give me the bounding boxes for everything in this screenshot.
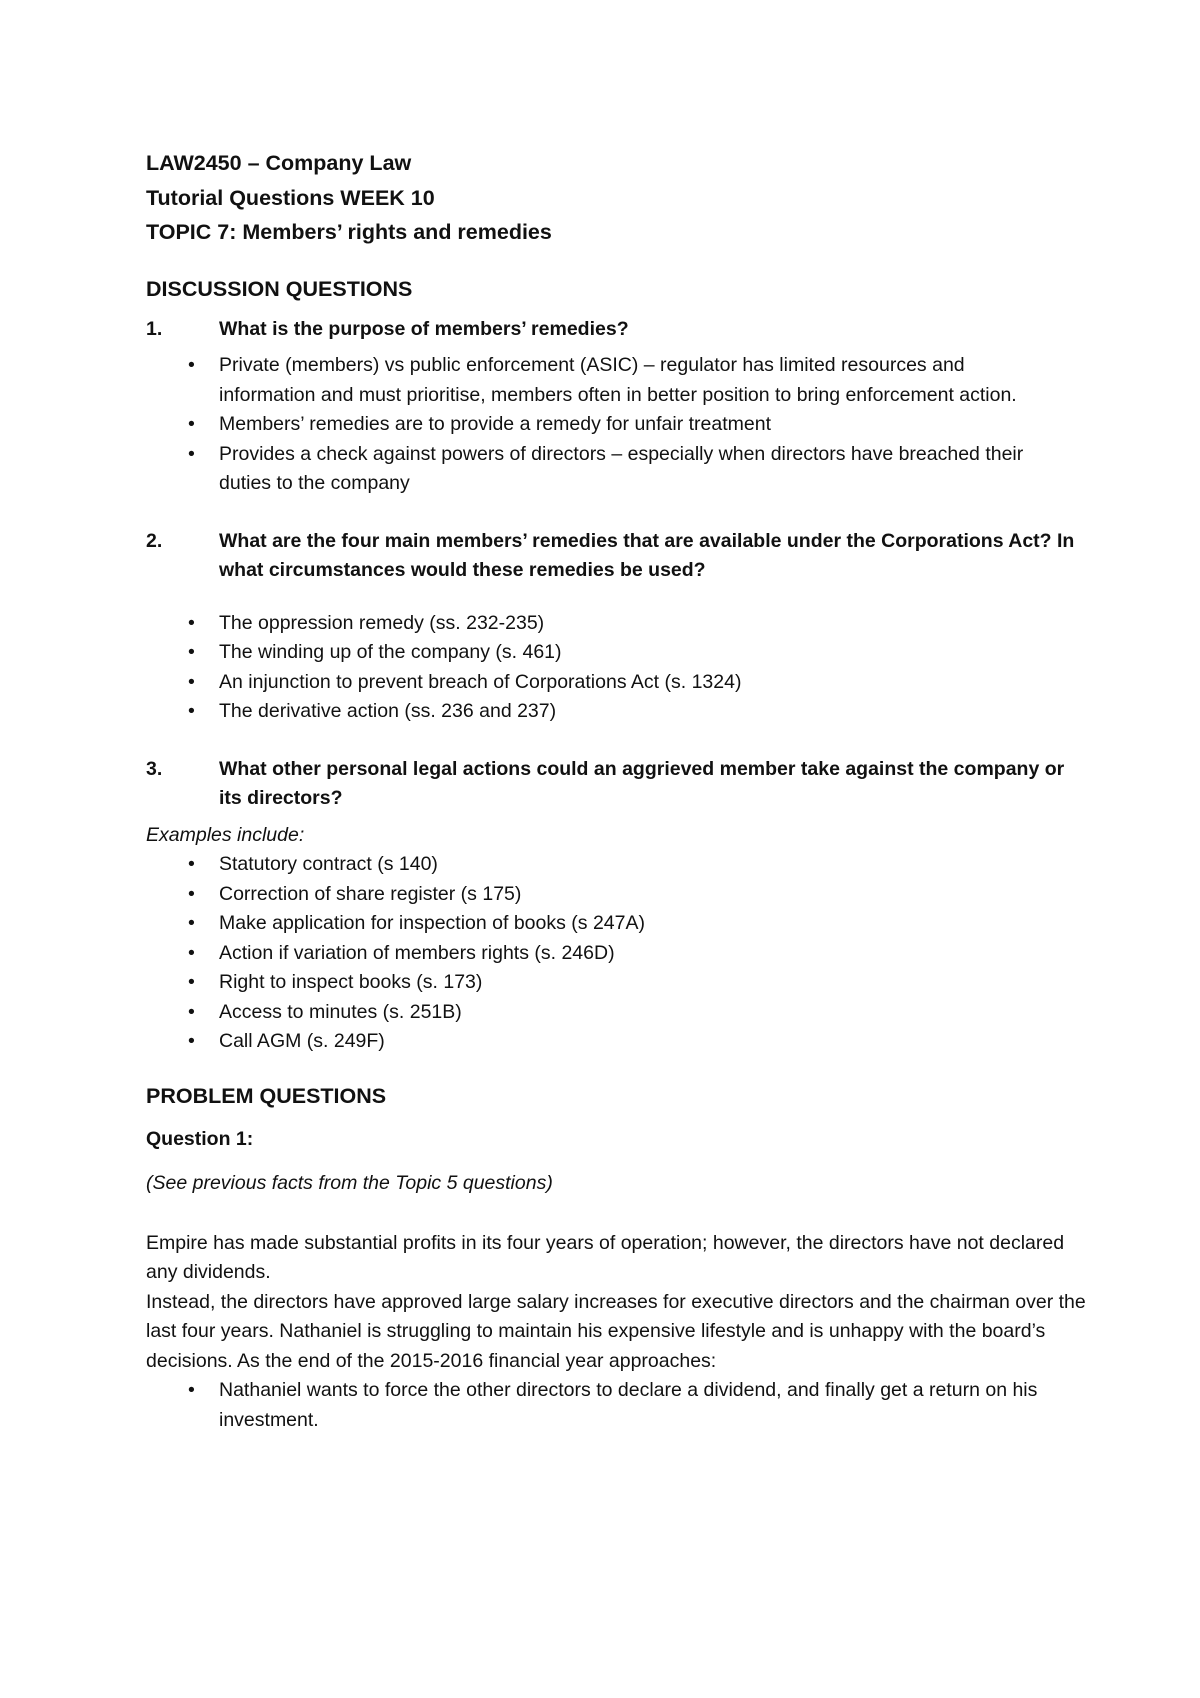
bullet-glyph: • xyxy=(188,641,195,663)
document-page xyxy=(146,146,1086,1435)
problem-question-1-note: (See previous facts from the Topic 5 questions) xyxy=(146,1172,553,1194)
list-item: • Call AGM (s. 249F) xyxy=(146,1027,1086,1057)
list-item: • Action if variation of members rights (s. 246D) xyxy=(146,939,1086,969)
bullet-glyph: • xyxy=(188,853,195,875)
list-item: • Access to minutes (s. 251B) xyxy=(146,998,1086,1028)
examples-intro: Examples include: xyxy=(146,823,305,846)
question-text: What is the purpose of members’ remedies? xyxy=(219,317,629,340)
bullet-glyph: • xyxy=(188,941,195,964)
question-number: 3. xyxy=(146,757,163,780)
list-item: • Nathaniel wants to force the other directors to declare a dividend, and finally get a return on his investment. xyxy=(146,1376,1086,1435)
list-item: • Provides a check against powers of directors – especially when directors have breached their duties to the company xyxy=(146,440,1086,499)
list-item: • Right to inspect books (s. 173) xyxy=(146,968,1086,998)
bullet-glyph: • xyxy=(188,912,195,934)
list-item: • The oppression remedy (ss. 232-235) xyxy=(146,609,1086,639)
bullet-glyph: • xyxy=(188,611,195,634)
bullet-glyph: • xyxy=(188,700,195,722)
list-item: • An injunction to prevent breach of Corporations Act (s. 1324) xyxy=(146,668,1086,698)
list-item: • The winding up of the company (s. 461) xyxy=(146,638,1086,668)
list-item: • Correction of share register (s 175) xyxy=(146,880,1086,910)
question-2-answers xyxy=(146,609,1086,727)
bullet-glyph: • xyxy=(188,882,195,905)
discussion-question-3 xyxy=(146,755,1086,814)
discussion-section-title: DISCUSSION QUESTIONS xyxy=(146,276,413,301)
list-item: • The derivative action (ss. 236 and 237) xyxy=(146,697,1086,727)
question-text: What other personal legal actions could an aggrieved member take against the company or its directors? xyxy=(219,757,1065,809)
discussion-question-2 xyxy=(146,527,1086,586)
bullet-glyph: • xyxy=(188,1000,195,1023)
question-number: 2. xyxy=(146,529,163,552)
question-1-answers xyxy=(146,351,1086,499)
problem-question-1-label: Question 1: xyxy=(146,1127,254,1150)
topic-title: TOPIC 7: Members’ rights and remedies xyxy=(146,220,552,244)
question-3-answers xyxy=(146,850,1086,1057)
discussion-question-1 xyxy=(146,315,1086,345)
problem-paragraph-2: Instead, the directors have approved large salary increases for executive directors and the chairman over the last four years. Nathaniel is struggling to maintain his expensive lifestyle and is unhappy with the board’s decisions. As the end of the 2015-2016 financial year approaches: xyxy=(146,1290,1086,1372)
list-item: • Make application for inspection of books (s 247A) xyxy=(146,909,1086,939)
tutorial-subtitle: Tutorial Questions WEEK 10 xyxy=(146,185,435,210)
course-title: LAW2450 – Company Law xyxy=(146,151,412,175)
bullet-glyph: • xyxy=(188,1379,195,1401)
question-number: 1. xyxy=(146,317,163,340)
bullet-glyph: • xyxy=(188,971,195,993)
list-item: • Statutory contract (s 140) xyxy=(146,850,1086,880)
bullet-glyph: • xyxy=(188,413,195,435)
bullet-glyph: • xyxy=(188,442,195,465)
bullet-glyph: • xyxy=(188,670,195,693)
bullet-glyph: • xyxy=(188,1030,195,1052)
list-item: • Members’ remedies are to provide a remedy for unfair treatment xyxy=(146,410,1086,440)
list-item: • Private (members) vs public enforcement (ASIC) – regulator has limited resources and information and must prioritise, members often in better position to bring enforcement action. xyxy=(146,351,1086,410)
bullet-glyph: • xyxy=(188,354,195,376)
problem-section-title: PROBLEM QUESTIONS xyxy=(146,1083,387,1108)
problem-bullets xyxy=(146,1376,1086,1435)
problem-paragraph-1: Empire has made substantial profits in its four years of operation; however, the directors have not declared any dividends. xyxy=(146,1231,1065,1283)
question-text: What are the four main members’ remedies that are available under the Corporations Act? In what circumstances would these remedies be used? xyxy=(219,529,1075,581)
